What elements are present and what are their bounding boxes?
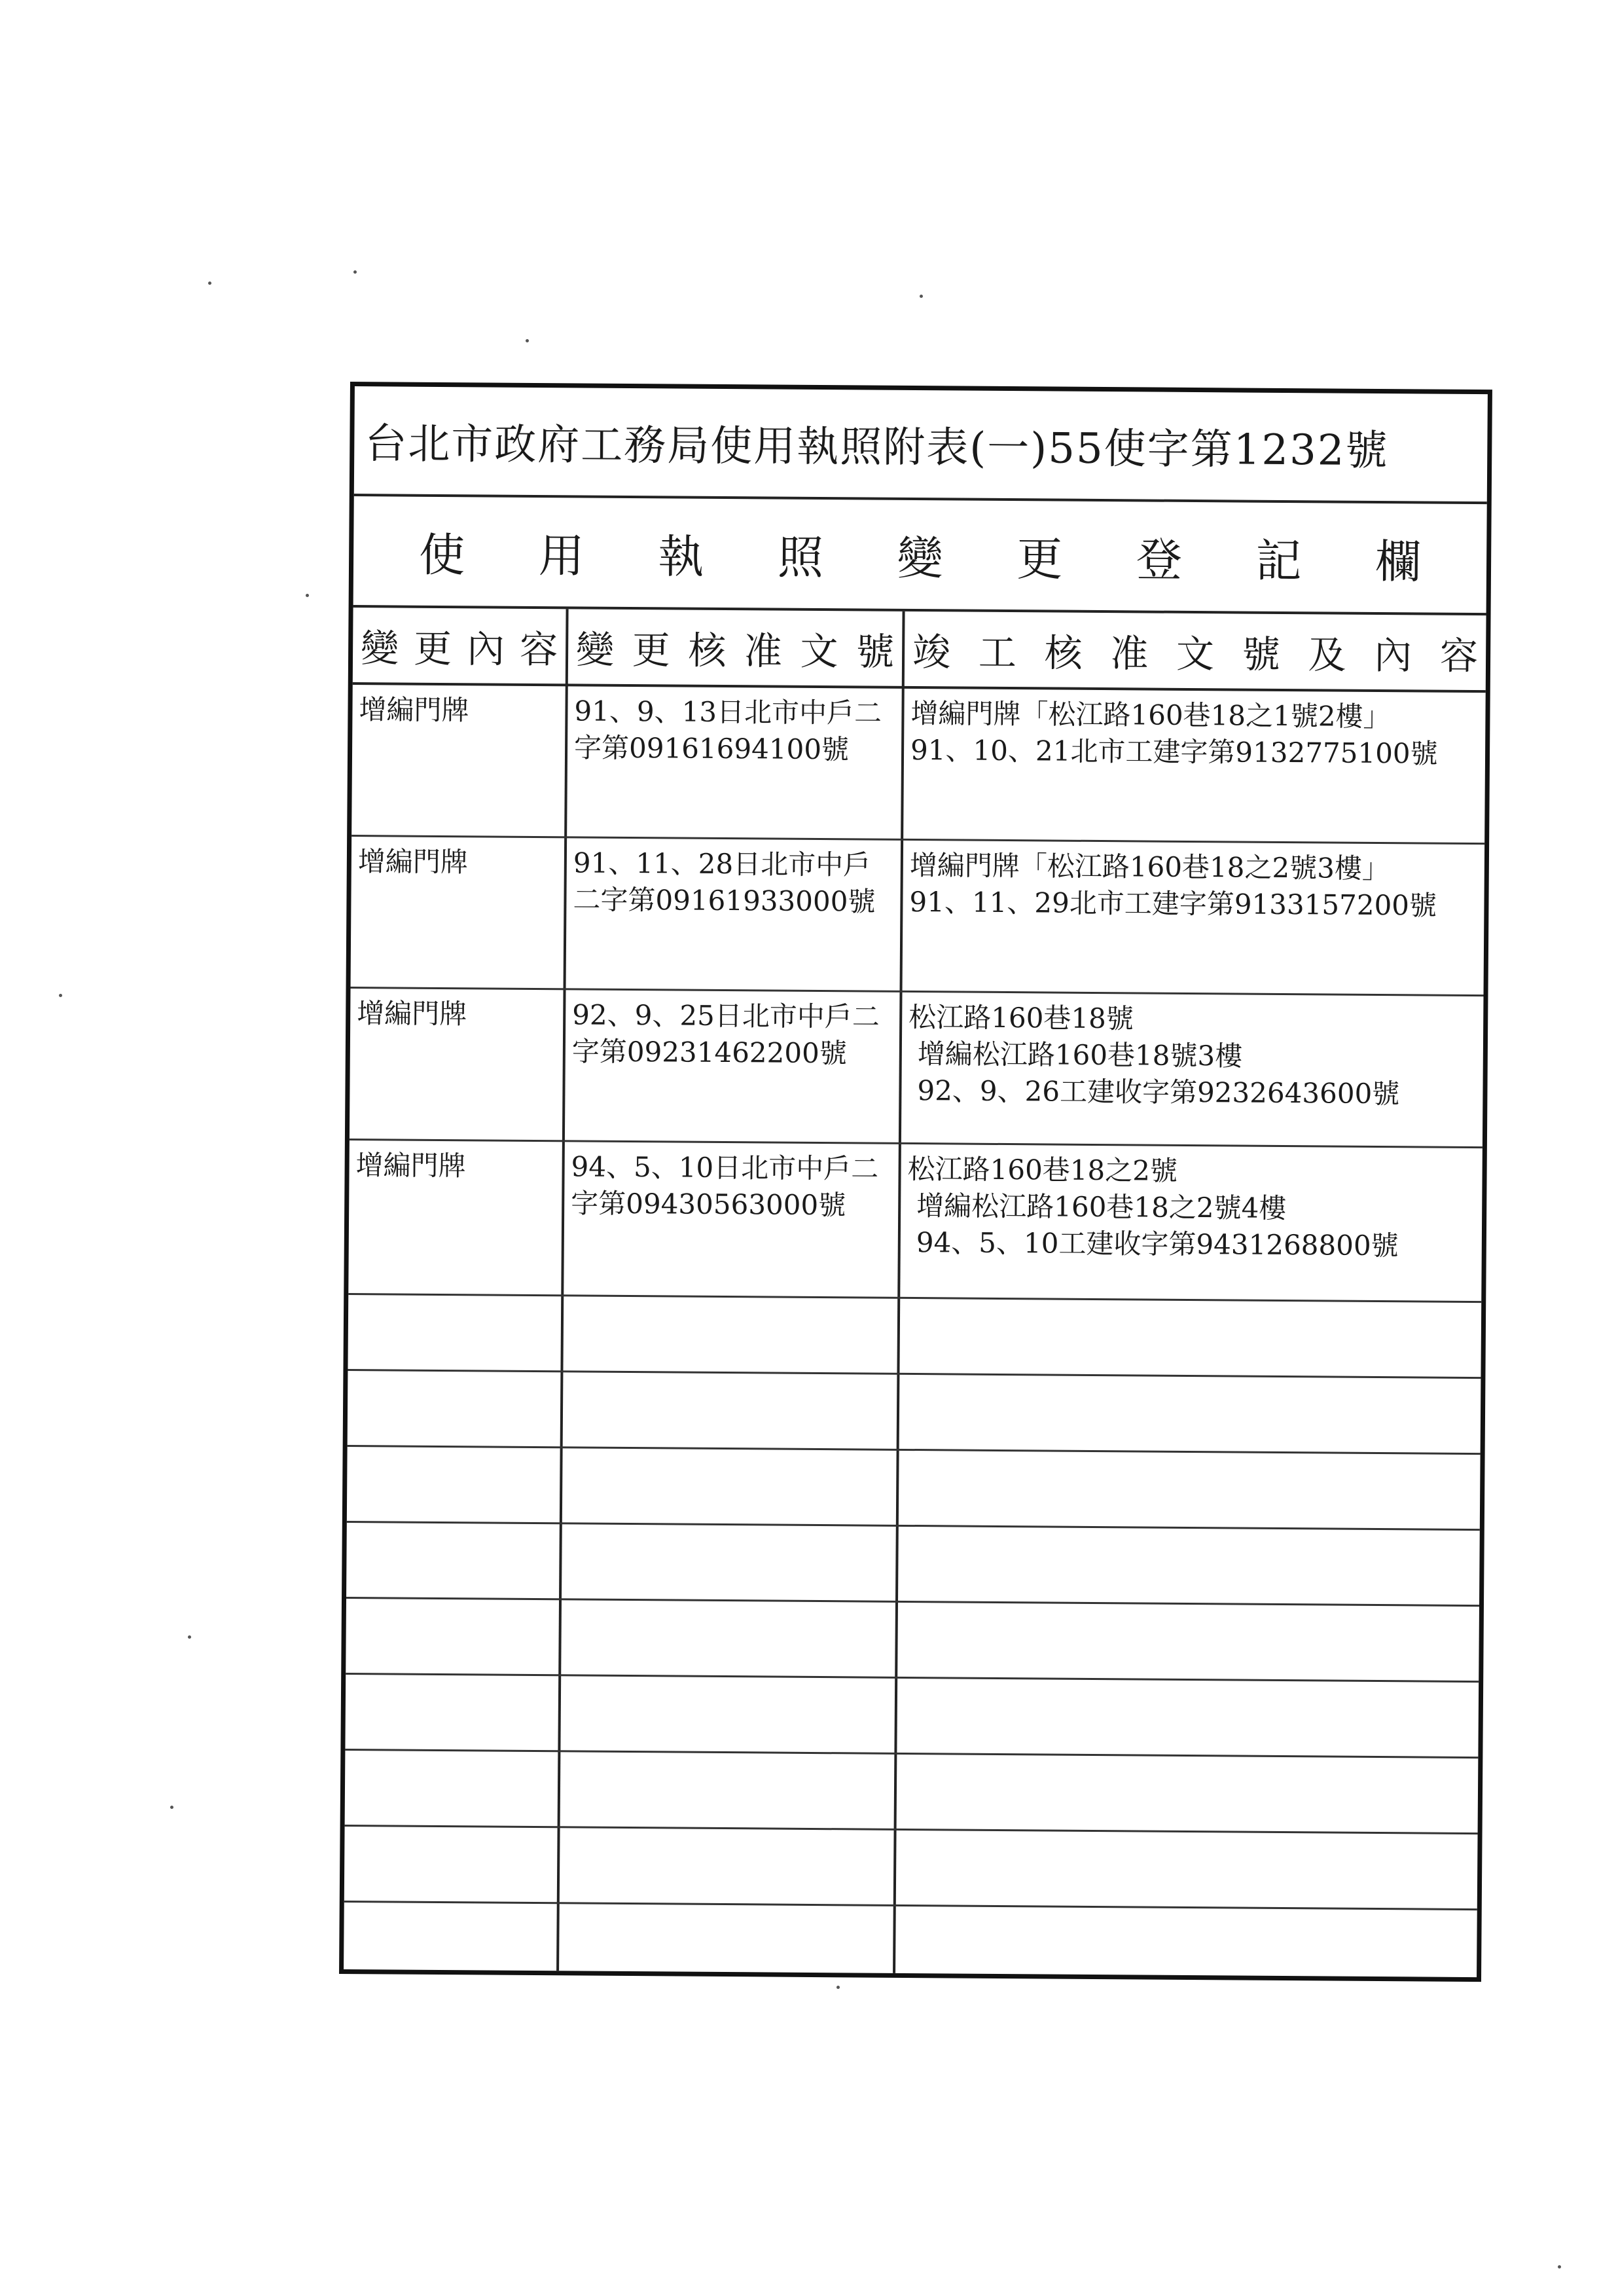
completion-line: 增編門牌「松江路160巷18之2號3樓」 [909, 848, 1390, 885]
empty-table-row [344, 1827, 1478, 1910]
completion-cell [901, 993, 1483, 1113]
header-char: 內 [466, 627, 505, 672]
completion-line: 松江路160巷18號 [908, 1000, 1134, 1035]
section-title-char: 變 [897, 531, 943, 585]
empty-table-row [345, 1751, 1479, 1834]
scan-speck [188, 1635, 191, 1639]
table-row [351, 685, 1486, 845]
change-content-cell: 增編門牌 [357, 997, 467, 1030]
approval-line: 91、11、28日北市中戶 [573, 847, 871, 881]
header-char: 內 [1374, 632, 1412, 678]
completion-line: 松江路160巷18之2號 [907, 1152, 1178, 1187]
header-change-content [353, 608, 566, 683]
header-char: 准 [744, 629, 783, 674]
header-char: 文 [800, 629, 838, 674]
section-title-char: 執 [658, 529, 704, 584]
completion-cell [903, 841, 1484, 924]
completion-line: 91、10、21北市工建字第9132775100號 [910, 733, 1438, 770]
header-char: 文 [1176, 631, 1215, 677]
approval-line: 字第09231462200號 [571, 1035, 847, 1070]
header-char: 核 [1044, 630, 1083, 676]
section-title-char: 照 [777, 530, 824, 585]
completion-line: 92、9、26工建收字第9232643600號 [917, 1074, 1400, 1110]
section-title [353, 496, 1487, 615]
completion-line: 增編松江路160巷18號3樓 [917, 1038, 1243, 1072]
change-content-cell: 增編門牌 [355, 1149, 466, 1182]
section-title-char: 欄 [1375, 534, 1422, 589]
header-char: 竣 [912, 630, 951, 675]
completion-cell [904, 689, 1486, 773]
change-content-cell: 增編門牌 [357, 845, 469, 879]
header-char: 及 [1308, 632, 1346, 678]
scan-speck [1558, 2265, 1561, 2269]
scan-speck [920, 295, 923, 298]
scan-speck [306, 594, 309, 597]
scan-speck [170, 1806, 173, 1809]
section-title-char: 登 [1136, 532, 1183, 587]
table-header [353, 608, 1486, 693]
header-char: 變 [360, 626, 399, 671]
table-row [351, 837, 1485, 996]
header-char: 核 [688, 628, 727, 674]
completion-line: 94、5、10工建收字第9431268800號 [916, 1226, 1399, 1262]
usage-license-appendix-form [339, 382, 1492, 1982]
change-approval-cell [566, 990, 900, 1072]
completion-line: 增編松江路160巷18之2號4樓 [916, 1190, 1287, 1225]
approval-line: 91、9、13日北市中戶二 [574, 695, 882, 729]
section-title-char: 記 [1255, 534, 1302, 588]
approval-line: 94、5、10日北市中戶二 [571, 1150, 879, 1185]
header-completion-approval [905, 611, 1486, 690]
empty-table-row [348, 1295, 1481, 1379]
header-char: 更 [632, 628, 670, 673]
change-content-cell: 增編門牌 [359, 693, 469, 727]
header-char: 容 [519, 627, 558, 672]
completion-cell [901, 1144, 1483, 1265]
header-char: 變 [575, 627, 615, 672]
empty-table-row [344, 1903, 1477, 1977]
header-char: 容 [1439, 633, 1479, 679]
section-title-char: 使 [418, 528, 465, 582]
scan-speck [59, 994, 62, 997]
change-registration-table [344, 608, 1486, 1977]
approval-line: 字第09161694100號 [573, 731, 850, 766]
header-char: 號 [1242, 632, 1281, 677]
approval-line: 92、9、25日北市中戶二 [572, 998, 880, 1033]
empty-table-row [348, 1371, 1481, 1455]
form-title: 台北市政府工務局使用執照附表(一)55使字第1232號 [354, 386, 1488, 504]
header-char: 號 [855, 629, 895, 674]
scan-speck [208, 282, 211, 285]
empty-table-row [346, 1523, 1480, 1607]
header-char: 更 [413, 626, 452, 672]
approval-line: 字第09430563000號 [571, 1187, 846, 1222]
table-row [350, 989, 1484, 1148]
empty-table-row [345, 1675, 1479, 1758]
scan-speck [526, 339, 529, 342]
section-title-char: 更 [1016, 532, 1063, 587]
approval-line: 二字第09161933000號 [573, 883, 876, 918]
table-row [348, 1140, 1483, 1303]
header-char: 工 [978, 630, 1017, 676]
scan-speck [353, 270, 357, 274]
header-char: 准 [1110, 631, 1149, 676]
section-title-char: 用 [538, 528, 585, 583]
change-approval-cell [567, 686, 902, 769]
empty-table-row [347, 1447, 1481, 1531]
completion-line: 91、11、29北市工建字第9133157200號 [909, 885, 1437, 922]
change-approval-cell [564, 1142, 899, 1224]
scan-speck [836, 1986, 840, 1989]
completion-line: 增編門牌「松江路160巷18之1號2樓」 [910, 697, 1391, 733]
empty-table-row [346, 1599, 1479, 1683]
header-change-approval [568, 609, 903, 686]
change-approval-cell [566, 838, 901, 920]
